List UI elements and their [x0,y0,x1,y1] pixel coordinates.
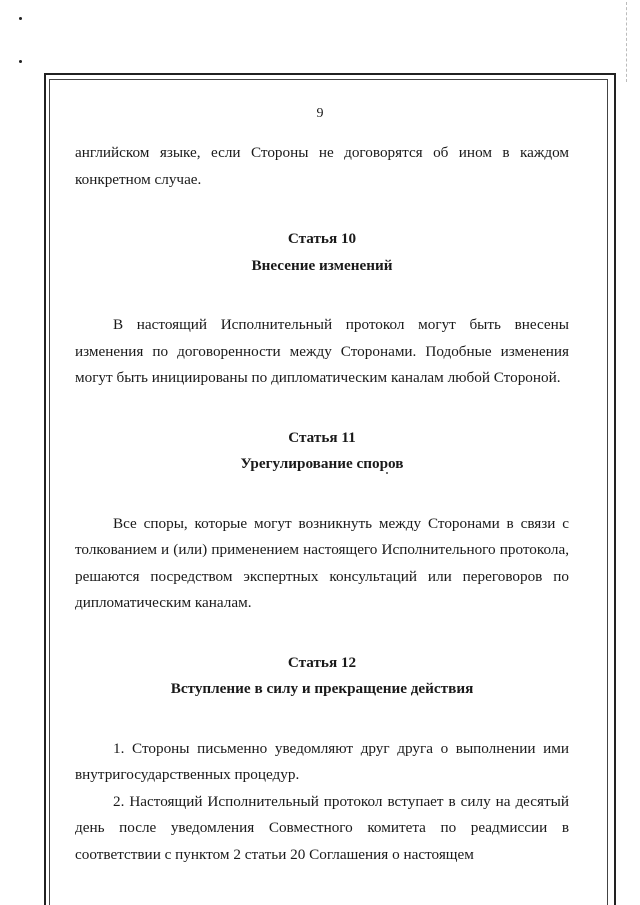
article-paragraph: Все споры, которые могут возникнуть между Сторонами в связи с толкованием и (или) применением настоящего Исполнительного протокола, решаются посредством экспертных консультаций или переговоров по дипломатическим каналам. [75,514,569,611]
scan-edge-mark [626,2,628,82]
article-12 [75,650,569,869]
article-heading: Статья 10 [287,230,357,247]
article-subheading: Внесение изменений [251,256,393,274]
article-heading: Статья 11 [288,428,356,446]
page-number: 9 [316,106,324,121]
article-paragraph: 1. Стороны письменно уведомляют друг друга о выполнении ими внутригосударственных процедур. [75,739,569,783]
scan-mark-lower [19,60,22,63]
article-subheading: Урегулирование споров [240,455,404,472]
article-paragraph: В настоящий Исполнительный протокол могут быть внесены изменения по договоренности между Сторонами. Подобные изменения могут быть инициированы по дипломатическим каналам любой Стороной. [75,316,569,386]
article-10 [75,226,569,392]
scan-speck [386,472,388,474]
article-subheading: Вступление в силу и прекращение действия [170,680,474,697]
scan-mark-top [19,17,22,20]
intro-paragraph: английском языке, если Стороны не договорятся об ином в каждом конкретном случае. [75,144,569,188]
article-heading: Статья 12 [287,653,357,671]
article-paragraph: 2. Настоящий Исполнительный протокол вступает в силу на десятый день после уведомления Совместного комитета по реадмиссии в соответствии с пунктом 2 статьи 20 Соглашения о настоящем [75,792,569,863]
document-body [75,140,569,868]
article-11 [75,425,569,617]
